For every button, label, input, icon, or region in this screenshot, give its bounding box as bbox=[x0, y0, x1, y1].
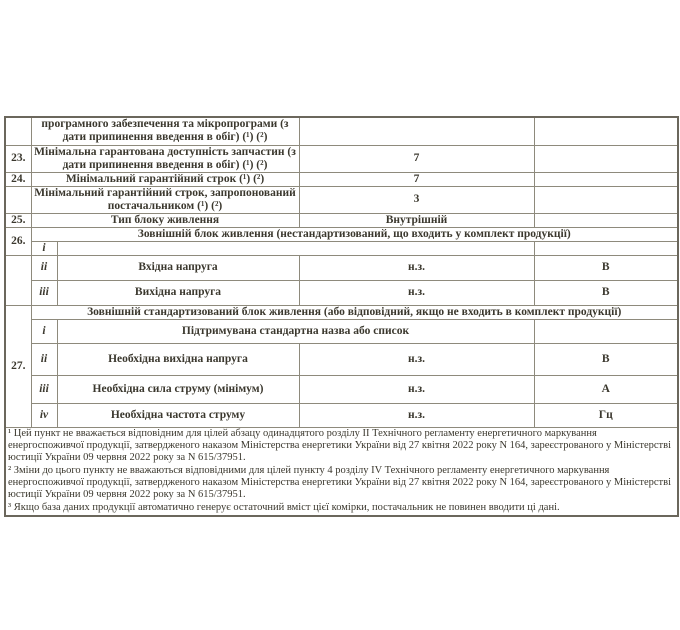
item-number-cell: 23. bbox=[5, 145, 31, 172]
item-number-cell: 27. bbox=[5, 305, 31, 427]
unit-cell: В bbox=[534, 343, 678, 375]
footnotes-cell bbox=[5, 427, 678, 516]
parameter-label-cell: Необхідна частота струму bbox=[57, 403, 299, 427]
unit-cell bbox=[534, 319, 678, 343]
table-row bbox=[5, 227, 678, 241]
table-row bbox=[5, 343, 678, 375]
unit-cell bbox=[534, 186, 678, 213]
unit-cell bbox=[534, 145, 678, 172]
parameter-value-cell: н.з. bbox=[299, 280, 534, 305]
parameter-value-cell: Внутрішній bbox=[299, 213, 534, 227]
unit-cell: Гц bbox=[534, 403, 678, 427]
table-row bbox=[5, 280, 678, 305]
table-row bbox=[5, 403, 678, 427]
unit-cell bbox=[534, 117, 678, 145]
sub-item-index-cell: iii bbox=[31, 375, 57, 403]
sub-item-index-cell: i bbox=[31, 319, 57, 343]
item-number-cell bbox=[5, 117, 31, 145]
unit-cell: В bbox=[534, 280, 678, 305]
section-header-cell: Зовнішній стандартизований блок живлення (або відповідний, якщо не входить в комплект продукції) bbox=[31, 305, 678, 319]
table-row bbox=[5, 117, 678, 145]
table-row bbox=[5, 319, 678, 343]
item-number-cell: 26. bbox=[5, 227, 31, 255]
parameter-label-cell: Необхідна вихідна напруга bbox=[57, 343, 299, 375]
product-fiche-table bbox=[4, 116, 679, 517]
parameter-label-cell: Підтримувана стандартна назва або список bbox=[57, 319, 534, 343]
parameter-label-cell: Мінімальний гарантійний строк (¹) (²) bbox=[31, 172, 299, 186]
table-row bbox=[5, 172, 678, 186]
unit-cell bbox=[534, 213, 678, 227]
item-number-cell: 24. bbox=[5, 172, 31, 186]
sub-item-index-cell: iii bbox=[31, 280, 57, 305]
table-row bbox=[5, 145, 678, 172]
item-number-cell bbox=[5, 255, 31, 305]
parameter-value-cell: 3 bbox=[299, 186, 534, 213]
parameter-value-cell: н.з. bbox=[299, 375, 534, 403]
footnote-3: ³ Якщо база даних продукції автоматично генерує остаточний вміст цієї комірки, постачальник не повинен вводити ці дані. bbox=[8, 501, 560, 513]
parameter-value-cell bbox=[299, 117, 534, 145]
parameter-label-cell: Вихідна напруга bbox=[57, 280, 299, 305]
parameter-label-cell: Вхідна напруга bbox=[57, 255, 299, 280]
parameter-label-cell bbox=[57, 241, 534, 255]
table-row bbox=[5, 241, 678, 255]
parameter-label-cell: Мінімальна гарантована доступність запчастин (з дати припинення введення в обіг) (¹) (²) bbox=[31, 145, 299, 172]
parameter-label-cell: Необхідна сила струму (мінімум) bbox=[57, 375, 299, 403]
sub-item-index-cell: i bbox=[31, 241, 57, 255]
parameter-value-cell: н.з. bbox=[299, 403, 534, 427]
table-row bbox=[5, 213, 678, 227]
parameter-value-cell: 7 bbox=[299, 145, 534, 172]
parameter-value-cell: н.з. bbox=[299, 343, 534, 375]
unit-cell: А bbox=[534, 375, 678, 403]
footnote-1: ¹ Цей пункт не вважається відповідним для цілей абзацу одинадцятого розділу II Технічного регламенту енергетичного маркування енергоспоживчої продукції, затвердженого наказом Міністерства енергетики України від 27 квітня 2022 року N 164, зареєстрованого у Міністерстві юстиції України 09 червня 2022 року за N 615/37951. bbox=[8, 427, 671, 463]
table-row bbox=[5, 255, 678, 280]
parameter-label-cell: Мінімальний гарантійний строк, запропонований постачальником (¹) (²) bbox=[31, 186, 299, 213]
parameter-label-cell: програмного забезпечення та мікропрограми (з дати припинення введення в обіг) (¹) (²) bbox=[31, 117, 299, 145]
item-number-cell bbox=[5, 186, 31, 213]
table-row bbox=[5, 186, 678, 213]
table-row bbox=[5, 375, 678, 403]
sub-item-index-cell: ii bbox=[31, 343, 57, 375]
table-row bbox=[5, 305, 678, 319]
parameter-label-cell: Тип блоку живлення bbox=[31, 213, 299, 227]
unit-cell bbox=[534, 241, 678, 255]
footnote-2: ² Зміни до цього пункту не вважаються відповідними для цілей пункту 4 розділу IV Технічного регламенту енергетичного маркування енергоспоживчої продукції, затвердженого наказом Міністерства енергетики України від 27 квітня 2022 року N 164, зареєстрованого у Міністерстві юстиції України 09 червня 2022 року за N 615/37951. bbox=[8, 464, 671, 500]
item-number-cell: 25. bbox=[5, 213, 31, 227]
sub-item-index-cell: ii bbox=[31, 255, 57, 280]
section-header-cell: Зовнішній блок живлення (нестандартизований, що входить у комплект продукції) bbox=[31, 227, 678, 241]
unit-cell bbox=[534, 172, 678, 186]
unit-cell: В bbox=[534, 255, 678, 280]
footnotes-row bbox=[5, 427, 678, 516]
parameter-value-cell: н.з. bbox=[299, 255, 534, 280]
sub-item-index-cell: iv bbox=[31, 403, 57, 427]
parameter-value-cell: 7 bbox=[299, 172, 534, 186]
